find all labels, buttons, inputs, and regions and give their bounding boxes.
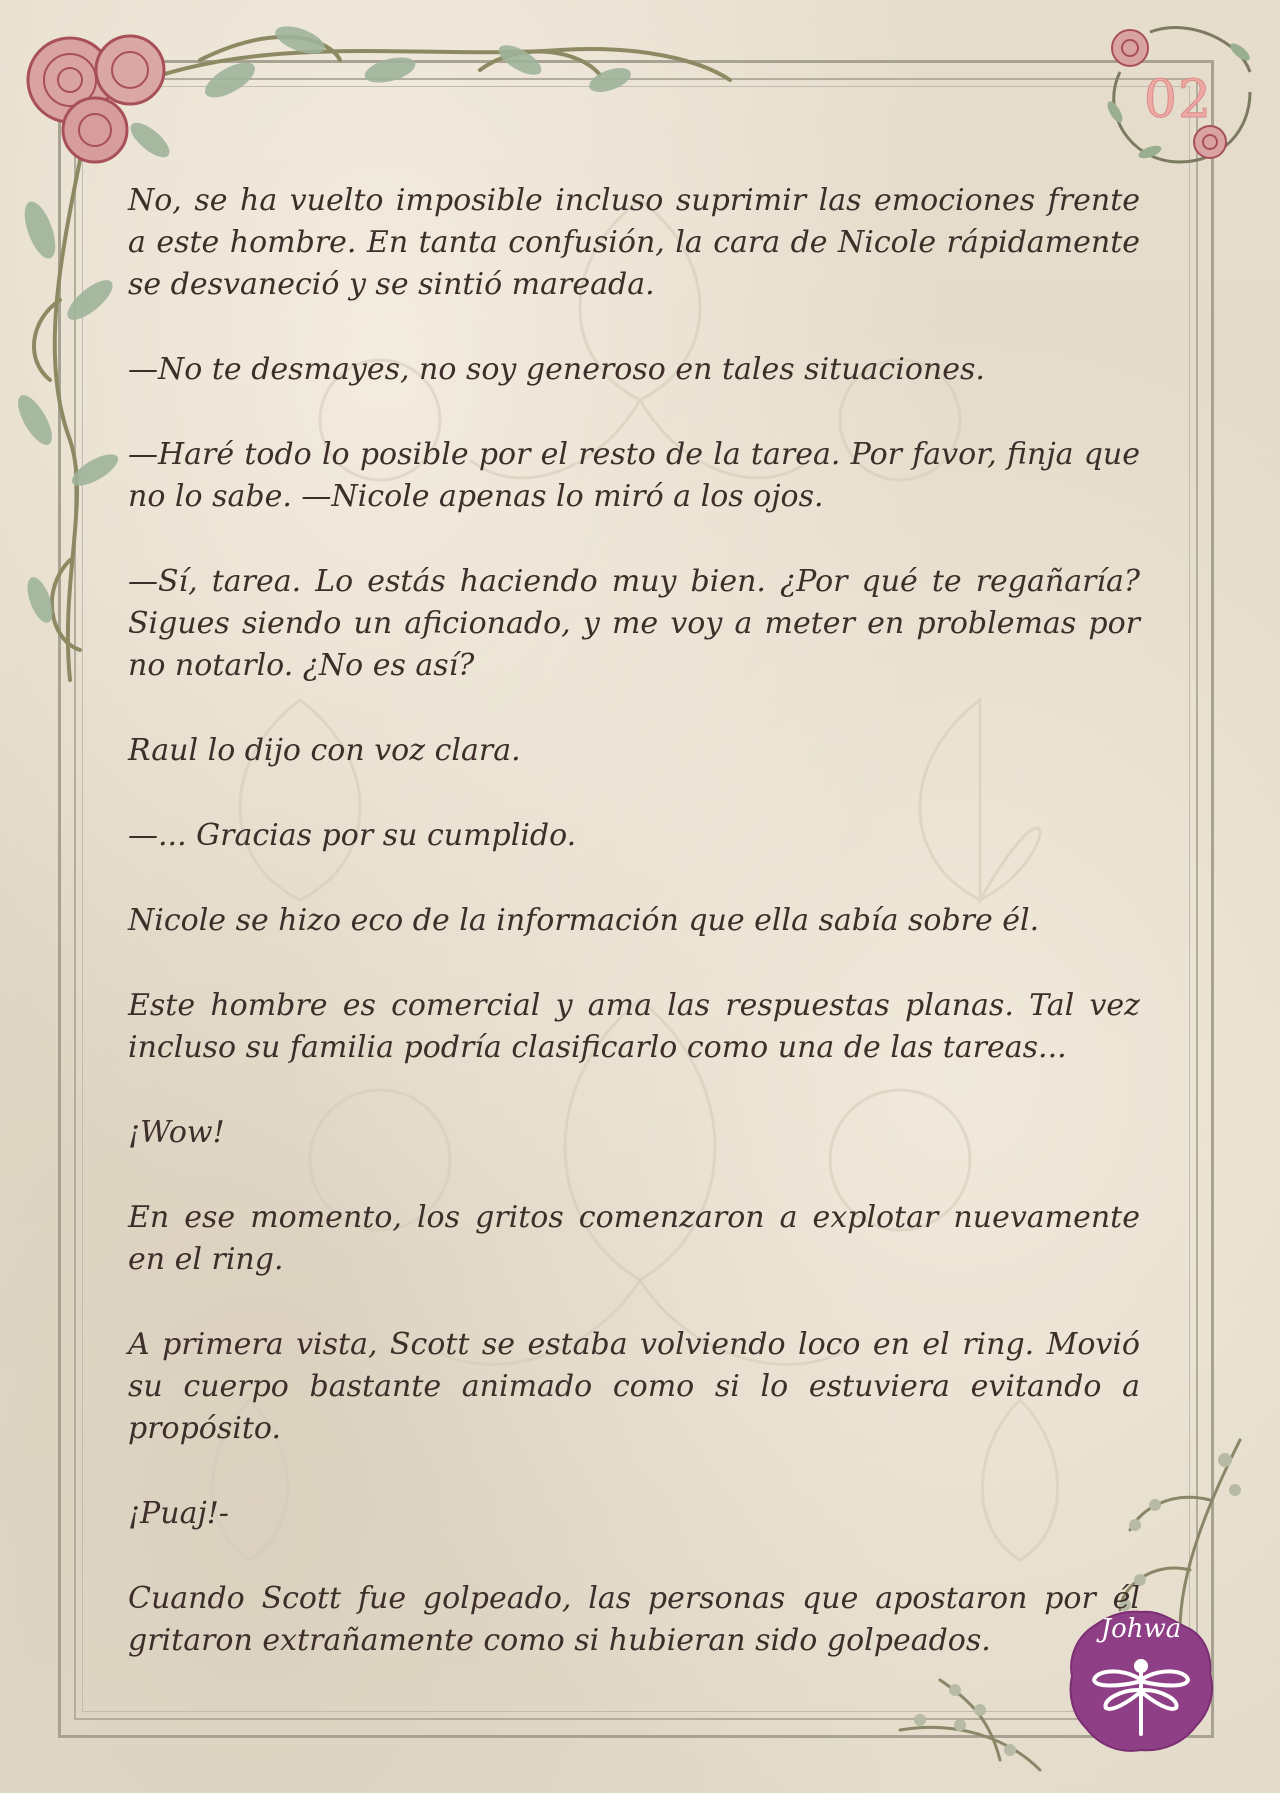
paragraph: Raul lo dijo con voz clara. <box>128 733 521 768</box>
paragraph: Nicole se hizo eco de la información que ella sabía sobre él. <box>128 903 1040 938</box>
paragraph: —Sí, tarea. Lo estás haciendo muy bien. ¿Por qué te regañaría? Sigues siendo un aficionado, y me voy a meter en problemas por no notarlo. ¿No es así? <box>128 564 1140 683</box>
page-number: 02 <box>1143 70 1213 130</box>
paragraph: A primera vista, Scott se estaba volviendo loco en el ring. Movió su cuerpo bastante animado como si lo estuviera evitando a propósito. <box>128 1327 1140 1446</box>
paragraph: ¡Wow! <box>128 1115 225 1150</box>
paragraph: No, se ha vuelto imposible incluso suprimir las emociones frente a este hombre. En tanta confusión, la cara de Nicole rápidamente se desvaneció y se sintió mareada. <box>128 183 1140 302</box>
paragraph: —Haré todo lo posible por el resto de la tarea. Por favor, finja que no lo sabe. —Nicole apenas lo miró a los ojos. <box>128 437 1140 514</box>
paragraph: En ese momento, los gritos comenzaron a explotar nuevamente en el ring. <box>128 1200 1140 1277</box>
paragraph: Cuando Scott fue golpeado, las personas que apostaron por él gritaron extrañamente como si hubieran sido golpeados. <box>128 1581 1140 1658</box>
paragraph: —No te desmayes, no soy generoso en tales situaciones. <box>128 352 985 387</box>
paragraph: —... Gracias por su cumplido. <box>128 818 577 853</box>
paragraph: ¡Puaj!- <box>128 1496 229 1531</box>
badge-label: Johwa <box>1100 1614 1182 1644</box>
story-text <box>128 180 1140 1705</box>
paragraph: Este hombre es comercial y ama las respuestas planas. Tal vez incluso su familia podría clasificarlo como una de las tareas... <box>128 988 1140 1065</box>
